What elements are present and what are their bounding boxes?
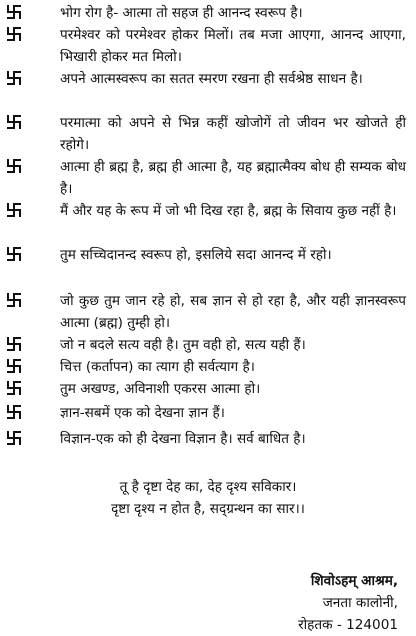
swastika-icon xyxy=(6,114,22,130)
couplet-line-2: दृष्टा दृश्य न होत है, सद्ग्रन्थन का सार।। xyxy=(111,501,305,517)
swastika-icon xyxy=(6,404,22,420)
swastika-icon xyxy=(6,430,22,446)
teaching-text: परमात्मा को अपने से भिन्न कहीं खोजोगें तो जीवन भर खोजते ही रहोगे। xyxy=(60,115,406,153)
teaching-text: जो न बदले सत्य वही है। तुम वही हो, सत्य यही हैं। xyxy=(60,337,306,353)
swastika-icon xyxy=(6,246,22,262)
swastika-icon xyxy=(6,158,22,174)
address-locality: जनता कालोनी, xyxy=(322,595,398,611)
teaching-text: जो कुछ तुम जान रहे हो, सब ज्ञान से हो रहा है, और यही ज्ञानस्वरूप आत्मा (ब्रह्म) तुम्ही हो। xyxy=(60,293,406,331)
teaching-text: अपने आत्मस्वरूप का सतत स्मरण रखना ही सर्वश्रेष्ठ साधन है। xyxy=(60,71,363,87)
teaching-text: चित्त (कर्तापन) का त्याग ही सर्वत्याग है। xyxy=(60,359,255,375)
teaching-text: विज्ञान-एक को ही देखना विज्ञान है। सर्व बाधित है। xyxy=(60,431,306,447)
swastika-icon xyxy=(6,336,22,352)
couplet-line-1: तू है दृष्टा देह का, देह दृश्य सविकार। xyxy=(119,479,297,495)
teaching-text: परमेश्वर को परमेश्वर होकर मिलों। तब मजा आएगा, आनन्द आएगा, भिखारी होकर मत मिलो। xyxy=(60,27,406,65)
address-city: रोहतक - 124001 xyxy=(298,617,398,633)
swastika-icon xyxy=(6,26,22,42)
swastika-icon xyxy=(6,358,22,374)
teaching-text: मैं और यह के रूप में जो भी दिख रहा है, ब्रह्म के सिवाय कुछ नहीं है। xyxy=(60,203,397,219)
swastika-icon xyxy=(6,4,22,20)
swastika-icon xyxy=(6,70,22,86)
teaching-text: तुम अखण्ड, अविनाशी एकरस आत्मा हो। xyxy=(60,381,261,397)
teaching-text: ज्ञान-सबमें एक को देखना ज्ञान हैं। xyxy=(60,405,225,421)
teaching-text: तुम सच्चिदानन्द स्वरूप हो, इसलिये सदा आनन्द में रहो। xyxy=(60,247,332,263)
swastika-icon xyxy=(6,380,22,396)
swastika-icon xyxy=(6,202,22,218)
teaching-text: भोग रोग है- आत्मा तो सहज ही आनन्द स्वरूप है। xyxy=(60,5,303,21)
ashram-name: शिवोऽहम् आश्रम, xyxy=(310,573,398,589)
teaching-text: आत्मा ही ब्रह्म है, ब्रह्म ही आत्मा है, यह ब्रह्मात्मैक्य बोध ही सम्यक बोध है। xyxy=(60,159,406,197)
swastika-icon xyxy=(6,292,22,308)
